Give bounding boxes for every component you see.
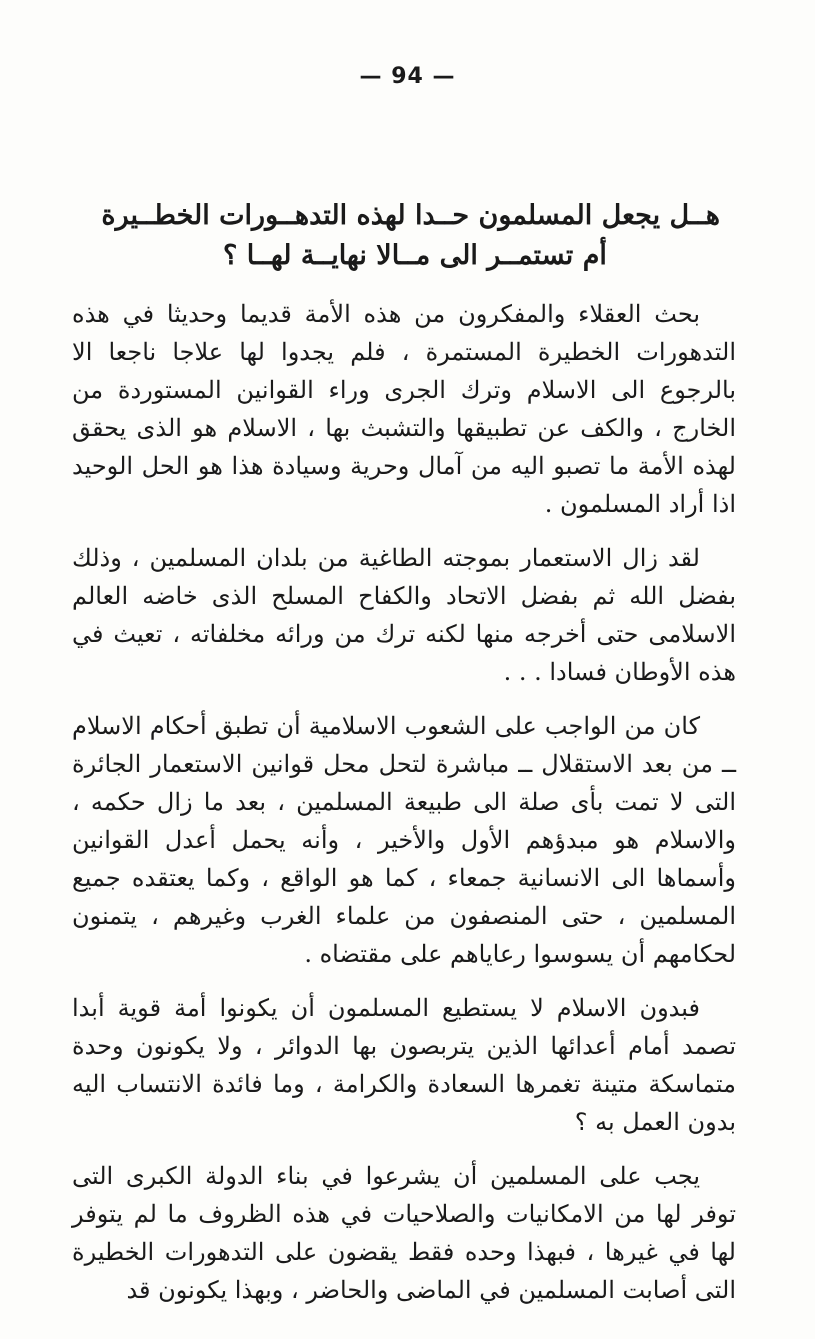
- paragraph-4: فبدون الاسلام لا يستطيع المسلمون أن يكونوا أمة قوية أبدا تصمد أمام أعدائها الذين يتربصون بها الدوائر ، ولا يكونون وحدة متماسكة متينة تغمرها السعادة والكرامة ، وما فائدة الانتساب اليه بدون العمل به ؟: [72, 994, 736, 1136]
- heading-line-1: هــل يجعل المسلمون حــدا لهذه التدهــورات الخطــيرة: [101, 200, 720, 231]
- heading-line-2: أم تستمــر الى مــالا نهايــة لهــا ؟: [223, 240, 607, 271]
- paragraph-1: بحث العقلاء والمفكرون من هذه الأمة قديما وحديثا في هذه التدهورات الخطيرة المستمرة ، فلم يجدوا لها علاجا ناجعا الا بالرجوع الى الاسلام وترك الجرى وراء القوانين المستوردة من الخارج ، والكف عن تطبيقها والتشبث بها ، الاسلام هو الذى يحقق لهذه الأمة ما تصبو اليه من آمال وحرية وسيادة هذا هو الحل الوحيد اذا أراد المسلمون .: [72, 300, 736, 518]
- section-heading: [101, 196, 720, 276]
- paragraph-3: كان من الواجب على الشعوب الاسلامية أن تطبق أحكام الاسلام ــ من بعد الاستقلال ــ مباشرة لتحل محل قوانين الاستعمار الجائرة التى لا تمت بأى صلة الى طبيعة المسلمين ، بعد ما زال حكمه ، والاسلام هو مبدؤهم الأول والأخير ، وأنه يحمل أعدل القوانين وأسماها الى الانسانية جمعاء ، كما هو الواقع ، وكما يعتقده جميع المسلمين ، حتى المنصفون من علماء الغرب وغيرهم ، يتمنون لحكامهم أن يسوسوا رعاياهم على مقتضاه .: [72, 712, 736, 968]
- paragraph-2: لقد زال الاستعمار بموجته الطاغية من بلدان المسلمين ، وذلك بفضل الله ثم بفضل الاتحاد والكفاح المسلح الذى خاضه العالم الاسلامى حتى أخرجه منها لكنه ترك من ورائه مخلفاته ، تعيث في هذه الأوطان فسادا . . .: [72, 544, 736, 686]
- page-number: — 94 —: [359, 64, 456, 89]
- body-text: [72, 295, 736, 1325]
- paragraph-5: يجب على المسلمين أن يشرعوا في بناء الدولة الكبرى التى توفر لها من الامكانيات والصلاحيات في هذه الظروف ما لم يتوفر لها في غيرها ، فبهذا وحده فقط يقضون على التدهورات الخطيرة التى أصابت المسلمين في الماضى والحاضر ، وبهذا يكونون قد: [72, 1162, 736, 1304]
